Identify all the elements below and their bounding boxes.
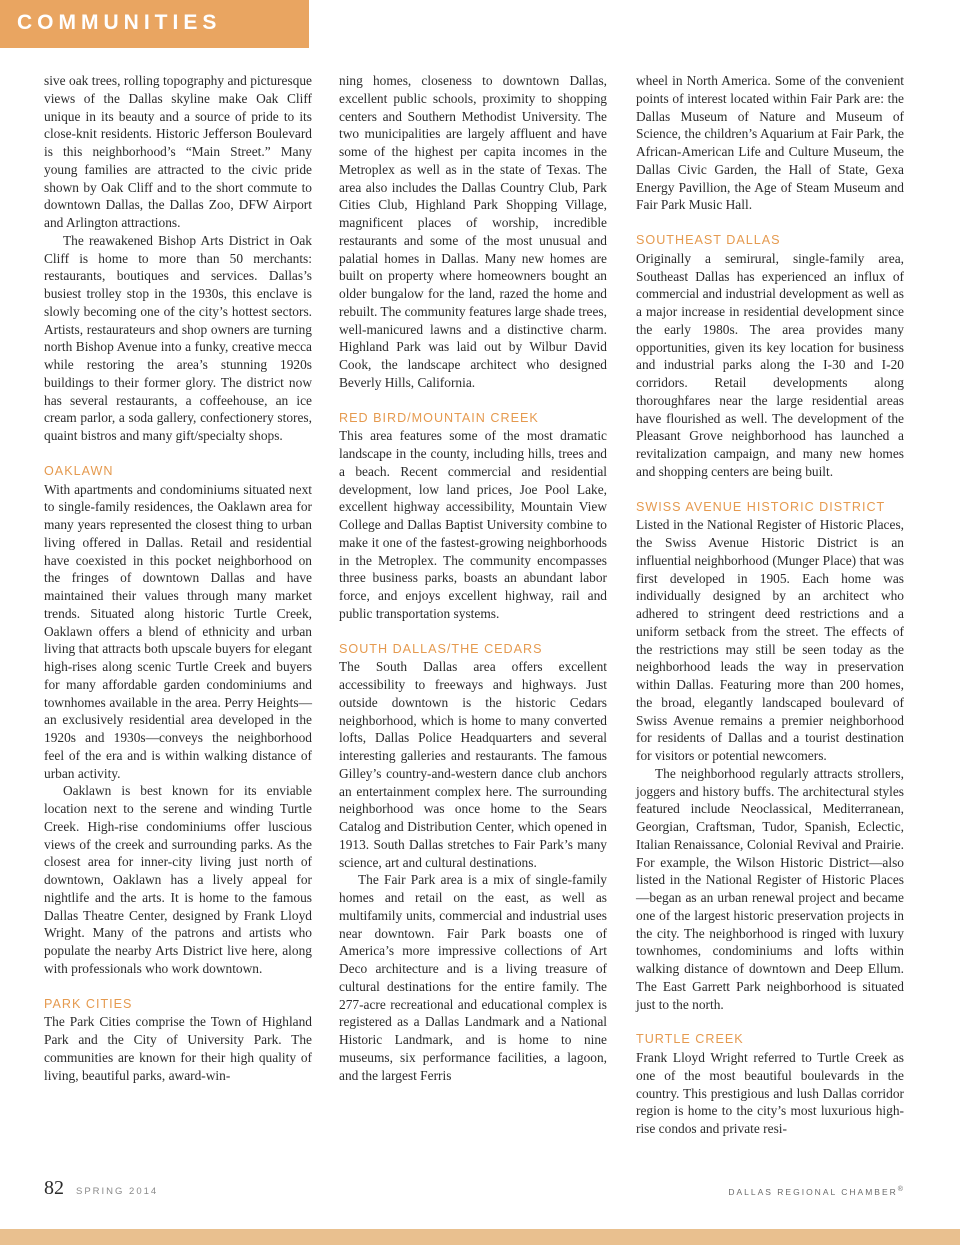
oak-cliff-paragraph-1: sive oak trees, rolling topography and picturesque views of the Dallas skyline make Oak Cliff unique in its beauty and a source of pride to its close-knit residents. Historic Jefferson Boulevard is this neighborhood’s “Main Street.” Many young families are attracted to the civic pride shown by Oak Cliff and to the short commute to downtown Dallas, the Dallas Zoo, DFW Airport and Arlington attractions. [44,73,312,230]
publication-name-wrapper [728,1185,905,1197]
swiss-avenue-paragraph-1: Listed in the National Register of Historic Places, the Swiss Avenue Historic District is an influential neighborhood (Munger Place) that was first developed in 1905. Each home was individually designed by an architect who adhered to stringent deed restrictions and a uniform setback from the street. The effects of the restrictions may still be seen today as the neighborhood leads the way in preservation within Dallas. Featuring more than 200 homes, the broad, elegantly landscaped boulevard of Swiss Avenue remains a premier neighborhood for residents of Dallas and a tourist destination for visitors or potential newcomers. [636,517,904,763]
turtle-creek-heading: TURTLE CREEK [636,1032,744,1047]
bottom-color-bar [0,1229,960,1245]
southeast-dallas-paragraph: Originally a semirural, single-family area, Southeast Dallas has experienced an influx of commercial and industrial development as well as a major increase in residential development since the early 1980s. The area provides many opportunities, given its key location for business and industrial parks along the I-30 and I-20 corridors. Retail developments along thoroughfares near the large residential areas have flourished as well. The development of the Pleasant Grove neighborhood has launched a revitalization campaign, and many new homes and shopping centers are being built. [636,250,904,479]
southeast-dallas-heading: SOUTHEAST DALLAS [636,233,781,247]
south-dallas-heading: SOUTH DALLAS/THE CEDARS [339,641,543,656]
page-number: 82 [44,1177,64,1199]
fair-park-paragraph-continued: wheel in North America. Some of the convenient points of interest located within Fair Park are: the Dallas Museum of Nature and Museum of Science, the children’s Aquarium at Fair Park, the African-American Life and Culture Museum, the Dallas Civic Garden, the Hall of State, Gexa Energy Pavillion, the Age of Steam Museum and Fair Park Music Hall. [636,73,904,213]
oaklawn-heading: OAKLAWN [44,463,114,478]
oaklawn-paragraph-2: Oaklawn is best known for its enviable location next to the serene and winding Turtle Creek. High-rise condominiums offer luscious views of the creek and surrounding parks. As the closest area for inner-city living just north of downtown, Oaklawn has a lively appeal for nightlife and the arts. It is home to the famous Dallas Theatre Center, designed by Frank Lloyd Wright. Many of the patrons and artists who populate the nearby Arts District live here, along with professionals who work downtown. [44,783,312,976]
swiss-avenue-heading: SWISS AVENUE HISTORIC DISTRICT [636,499,886,514]
park-cities-paragraph-continued: ning homes, closeness to downtown Dallas, excellent public schools, proximity to shopping centers and Southern Methodist University. The two municipalities are largely affluent and have some of the highest per capita incomes in the Metroplex as well as in the state of Texas. The area also includes the Dallas Country Club, Park Cities Club, Highland Park Shopping Village, magnificent places of worship, incredible restaurants and some of the most unusual and palatial homes in Dallas. Many new homes are built on property where homeowners bought an older bungalow for the land, razed the home and rebuilt. The community features large shade trees, well-manicured lawns and a distinctive charm. Highland Park was laid out by Wilbur David Cook, the landscape architect who designed Beverly Hills, California. [339,73,607,390]
park-cities-paragraph-1: The Park Cities comprise the Town of Highland Park and the City of University Park. The communities are known for their high quality of living, beautiful parks, award-win- [44,1014,312,1083]
column-3 [636,72,904,1138]
section-title: COMMUNITIES [17,11,222,34]
turtle-creek-paragraph: Frank Lloyd Wright referred to Turtle Creek as one of the most beautiful boulevards in the country. This prestigious and lush Dallas corridor region is home to the city’s most luxurious high-rise condos and private resi- [636,1050,904,1136]
column-1 [44,72,312,1084]
column-2 [339,72,607,1084]
red-bird-heading: RED BIRD/MOUNTAIN CREEK [339,410,539,425]
bishop-arts-paragraph: The reawakened Bishop Arts District in Oak Cliff is home to more than 50 merchants: restaurants, boutiques and services. Dallas’s busiest trolley stop in the 1930s, this enclave is slowly becoming one of the city’s hottest sectors. Artists, restaurateurs and shop owners are turning north Bishop Avenue into a funky, creative mecca while restoring the area’s stunning 1920s buildings to their former glory. The district now has several restaurants, a coffeehouse, an ice cream parlor, a soda gallery, confectionery stores, quaint bistros and many gift/specialty shops. [44,232,312,443]
folio [44,1177,158,1200]
issue-season: SPRING 2014 [76,1186,159,1197]
oaklawn-paragraph-1: With apartments and condominiums situated next to single-family residences, the Oaklawn area for many years represented the closest thing to urban living offered in Dallas. Retail and residential have coexisted in this pocket neighborhood on the fringes of downtown Dallas and have maintained their values through many market trends. Situated along historic Turtle Creek, Oaklawn offers a blend of ethnicity and urban living that attracts both upscale buyers for elegant high-rises along scenic Turtle Creek and buyers for many affordable garden condominiums and townhomes available in the area. Perry Heights—an exclusively residential area developed in the 1920s and 1930s—conveys the neighborhood feel of the era and is within walking distance of urban activity. [44,481,312,781]
south-dallas-paragraph-1: The South Dallas area offers excellent accessibility to freeways and highways. Just outside downtown is the historic Cedars neighborhood, which is home to many converted lofts, Dallas Police Headquarters and several interesting galleries and restaurants. The famous Gilley’s country-and-western dance club anchors an entertainment complex here. The surrounding neighborhood was once home to the Sears Catalog and Distribution Center, which opened in 1913. South Dallas stretches to Fair Park’s many science, art and cultural destinations. [339,659,607,870]
red-bird-paragraph: This area features some of the most dramatic landscape in the county, including hills, trees and a beach. Recent commercial and residential development, low land prices, Joe Pool Lake, excellent highway accessibility, Mountain View College and Dallas Baptist University combine to make it one of the fastest-growing neighborhoods in the Metroplex. The community encompasses three business parks, boasts an abundant labor force, and enjoys excellent highway, rail and public transportation systems. [339,428,607,621]
publication-name: DALLAS REGIONAL CHAMBER [728,1186,898,1197]
swiss-avenue-paragraph-2: The neighborhood regularly attracts strollers, joggers and history buffs. The architectural styles featured include Neoclassical, Mediterranean, Georgian, Craftsman, Tudor, Spanish, Eclectic, Italian Renaissance, Colonial Revival and Prairie. For example, the Wilson Historic District—also listed in the National Register of Historic Places—began as an urban renewal project and became one of the largest historic preservation projects in the city. The neighborhood is ringed with luxury townhomes, condominiums and lofts within walking distance of downtown and Deep Ellum. The East Garrett Park neighborhood is situated just to the north. [636,765,904,1012]
section-tab [0,0,309,48]
trademark-mark: ® [897,1185,905,1193]
park-cities-heading: PARK CITIES [44,996,133,1011]
fair-park-paragraph: The Fair Park area is a mix of single-family homes and retail on the east, as well as multifamily units, commercial and industrial uses near downtown. Fair Park boasts one of America’s more impressive collections of Art Deco architecture and is a living treasure of cultural destinations for the entire family. The 277-acre recreational and educational complex is registered as a Dallas Landmark and a National Historic Landmark, and is home to nine museums, six performance facilities, a lagoon, and the largest Ferris [339,872,607,1083]
